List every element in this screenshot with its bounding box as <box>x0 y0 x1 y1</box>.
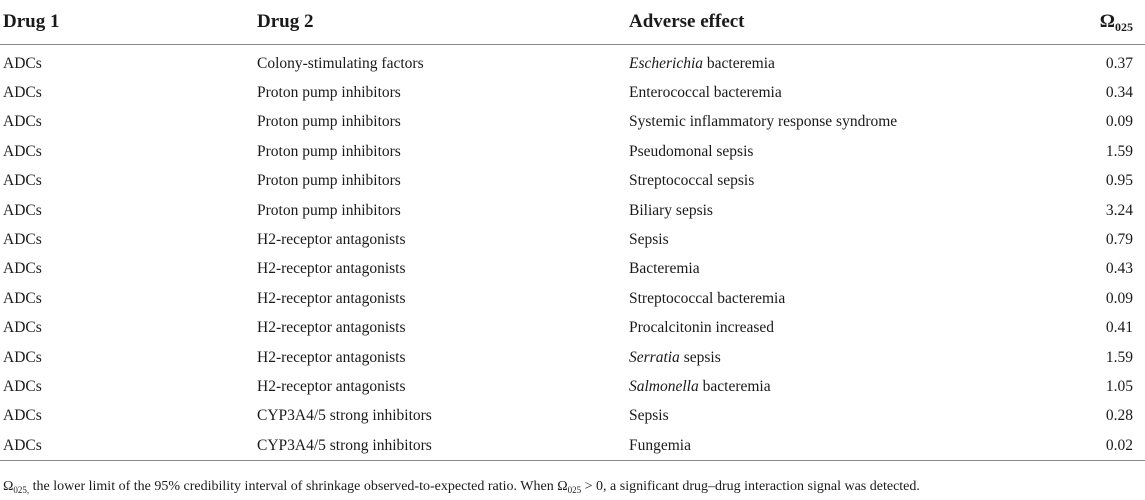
cell-drug1: ADCs <box>0 431 254 461</box>
footnote-text-2: > 0, a significant drug–drug interaction signal was detected. <box>581 479 920 494</box>
cell-omega-value: 0.02 <box>1056 431 1145 461</box>
cell-drug1: ADCs <box>3 142 42 160</box>
header-drug1: Drug 1 <box>0 0 254 45</box>
cell-drug2: Proton pump inhibitors <box>257 113 401 131</box>
table-body <box>0 45 1145 461</box>
cell-drug1: ADCs <box>3 172 42 190</box>
cell-adverse-effect <box>626 372 1056 401</box>
cell-omega-value: 1.59 <box>1105 348 1133 366</box>
cell-omega-value: 0.37 <box>1105 54 1133 72</box>
header-drug2: Drug 2 <box>254 0 626 45</box>
cell-omega-value: 0.79 <box>1105 231 1133 249</box>
cell-drug2: Proton pump inhibitors <box>257 84 401 102</box>
cell-drug1: ADCs <box>3 319 42 337</box>
table-row <box>0 343 1145 372</box>
cell-omega-value: 0.09 <box>1105 289 1133 307</box>
table-row <box>0 78 1145 107</box>
cell-drug2: H2-receptor antagonists <box>257 348 406 366</box>
header-adverse-effect: Adverse effect <box>626 0 1056 45</box>
cell-omega-value: 0.43 <box>1105 260 1133 278</box>
cell-adverse-effect <box>626 343 1056 372</box>
cell-drug2: H2-receptor antagonists <box>257 377 406 395</box>
footnote-symbol: Ω <box>3 479 14 494</box>
cell-drug2: Proton pump inhibitors <box>257 172 401 190</box>
cell-omega-value: 1.59 <box>1105 142 1133 160</box>
table-row <box>0 167 1145 196</box>
table-row <box>0 108 1145 137</box>
table-row <box>0 137 1145 166</box>
adverse-effect-text: Procalcitonin increased <box>629 319 775 337</box>
adverse-effect-text: sepsis <box>679 348 721 366</box>
adverse-effect-text: Streptococcal sepsis <box>629 172 755 190</box>
cell-drug2: Proton pump inhibitors <box>257 142 401 160</box>
adverse-effect-text: Biliary sepsis <box>629 201 713 219</box>
table-row <box>0 284 1145 313</box>
adverse-effect-text: Sepsis <box>629 407 669 425</box>
header-omega <box>1056 0 1145 45</box>
header-row <box>0 0 1145 45</box>
cell-drug2: H2-receptor antagonists <box>257 260 406 278</box>
cell-adverse-effect <box>626 108 1056 137</box>
cell-adverse-effect <box>626 137 1056 166</box>
cell-drug1: ADCs <box>3 348 42 366</box>
table-row <box>0 196 1145 225</box>
adverse-effect-text: Fungemia <box>629 436 691 454</box>
table-row <box>0 372 1145 401</box>
footnote-subscript-2: 025 <box>567 485 582 495</box>
cell-drug2: CYP3A4/5 strong inhibitors <box>257 407 432 425</box>
table-header <box>0 0 1145 45</box>
cell-drug1: ADCs <box>3 407 42 425</box>
adverse-effect-text: Streptococcal bacteremia <box>629 289 786 307</box>
adverse-effect-text: bacteremia <box>698 377 771 395</box>
adverse-effect-text: bacteremia <box>703 54 775 72</box>
table-row <box>0 255 1145 284</box>
cell-drug2: H2-receptor antagonists <box>257 231 406 249</box>
cell-omega-value: 0.34 <box>1105 84 1133 102</box>
footnote-text-1: the lower limit of the 95% credibility interval of shrinkage observed-to-expected ratio. When <box>29 479 558 494</box>
footnote-symbol-2: Ω <box>557 479 568 494</box>
cell-adverse-effect <box>626 255 1056 284</box>
table-footnote <box>3 479 920 495</box>
cell-omega-value: 3.24 <box>1105 201 1133 219</box>
cell-omega-value: 0.09 <box>1105 113 1133 131</box>
cell-drug2: H2-receptor antagonists <box>257 319 406 337</box>
cell-drug2: Proton pump inhibitors <box>257 201 401 219</box>
cell-drug1: ADCs <box>3 54 42 72</box>
adverse-effect-text: Pseudomonal sepsis <box>629 142 754 160</box>
cell-drug1: ADCs <box>3 289 42 307</box>
table-row <box>0 314 1145 343</box>
adverse-effect-text: Bacteremia <box>629 260 700 278</box>
cell-drug2: CYP3A4/5 strong inhibitors <box>254 431 626 461</box>
cell-adverse-effect <box>626 284 1056 313</box>
cell-drug2: H2-receptor antagonists <box>257 289 406 307</box>
cell-adverse-effect <box>626 78 1056 107</box>
cell-adverse-effect <box>626 45 1056 79</box>
cell-drug1: ADCs <box>3 201 42 219</box>
cell-adverse-effect <box>626 431 1056 461</box>
cell-omega-value: 0.95 <box>1105 172 1133 190</box>
adverse-effect-organism: Serratia <box>629 348 680 366</box>
cell-adverse-effect <box>626 225 1056 254</box>
cell-drug1: ADCs <box>3 260 42 278</box>
cell-drug1: ADCs <box>3 377 42 395</box>
cell-drug1: ADCs <box>3 84 42 102</box>
adverse-effect-text: Enterococcal bacteremia <box>629 84 782 102</box>
table-row <box>0 431 1145 461</box>
cell-adverse-effect <box>626 196 1056 225</box>
adverse-effect-organism: Escherichia <box>629 54 704 72</box>
cell-drug2: Colony-stimulating factors <box>257 54 424 72</box>
cell-drug1: ADCs <box>3 113 42 131</box>
cell-omega-value: 0.41 <box>1105 319 1133 337</box>
cell-adverse-effect <box>626 167 1056 196</box>
cell-adverse-effect <box>626 402 1056 431</box>
cell-omega-value: 0.28 <box>1105 407 1133 425</box>
omega-subscript: 025 <box>1115 20 1133 34</box>
omega-symbol: Ω <box>1099 11 1115 32</box>
table-row <box>0 45 1145 79</box>
cell-drug1: ADCs <box>3 231 42 249</box>
adverse-effect-organism: Salmonella <box>629 377 699 395</box>
table-row <box>0 225 1145 254</box>
table-row <box>0 402 1145 431</box>
cell-adverse-effect <box>626 314 1056 343</box>
adverse-effect-text: Sepsis <box>629 231 669 249</box>
footnote-subscript: 025, <box>13 485 30 495</box>
adverse-effect-text: Systemic inflammatory response syndrome <box>629 113 898 131</box>
cell-omega-value: 1.05 <box>1105 377 1133 395</box>
